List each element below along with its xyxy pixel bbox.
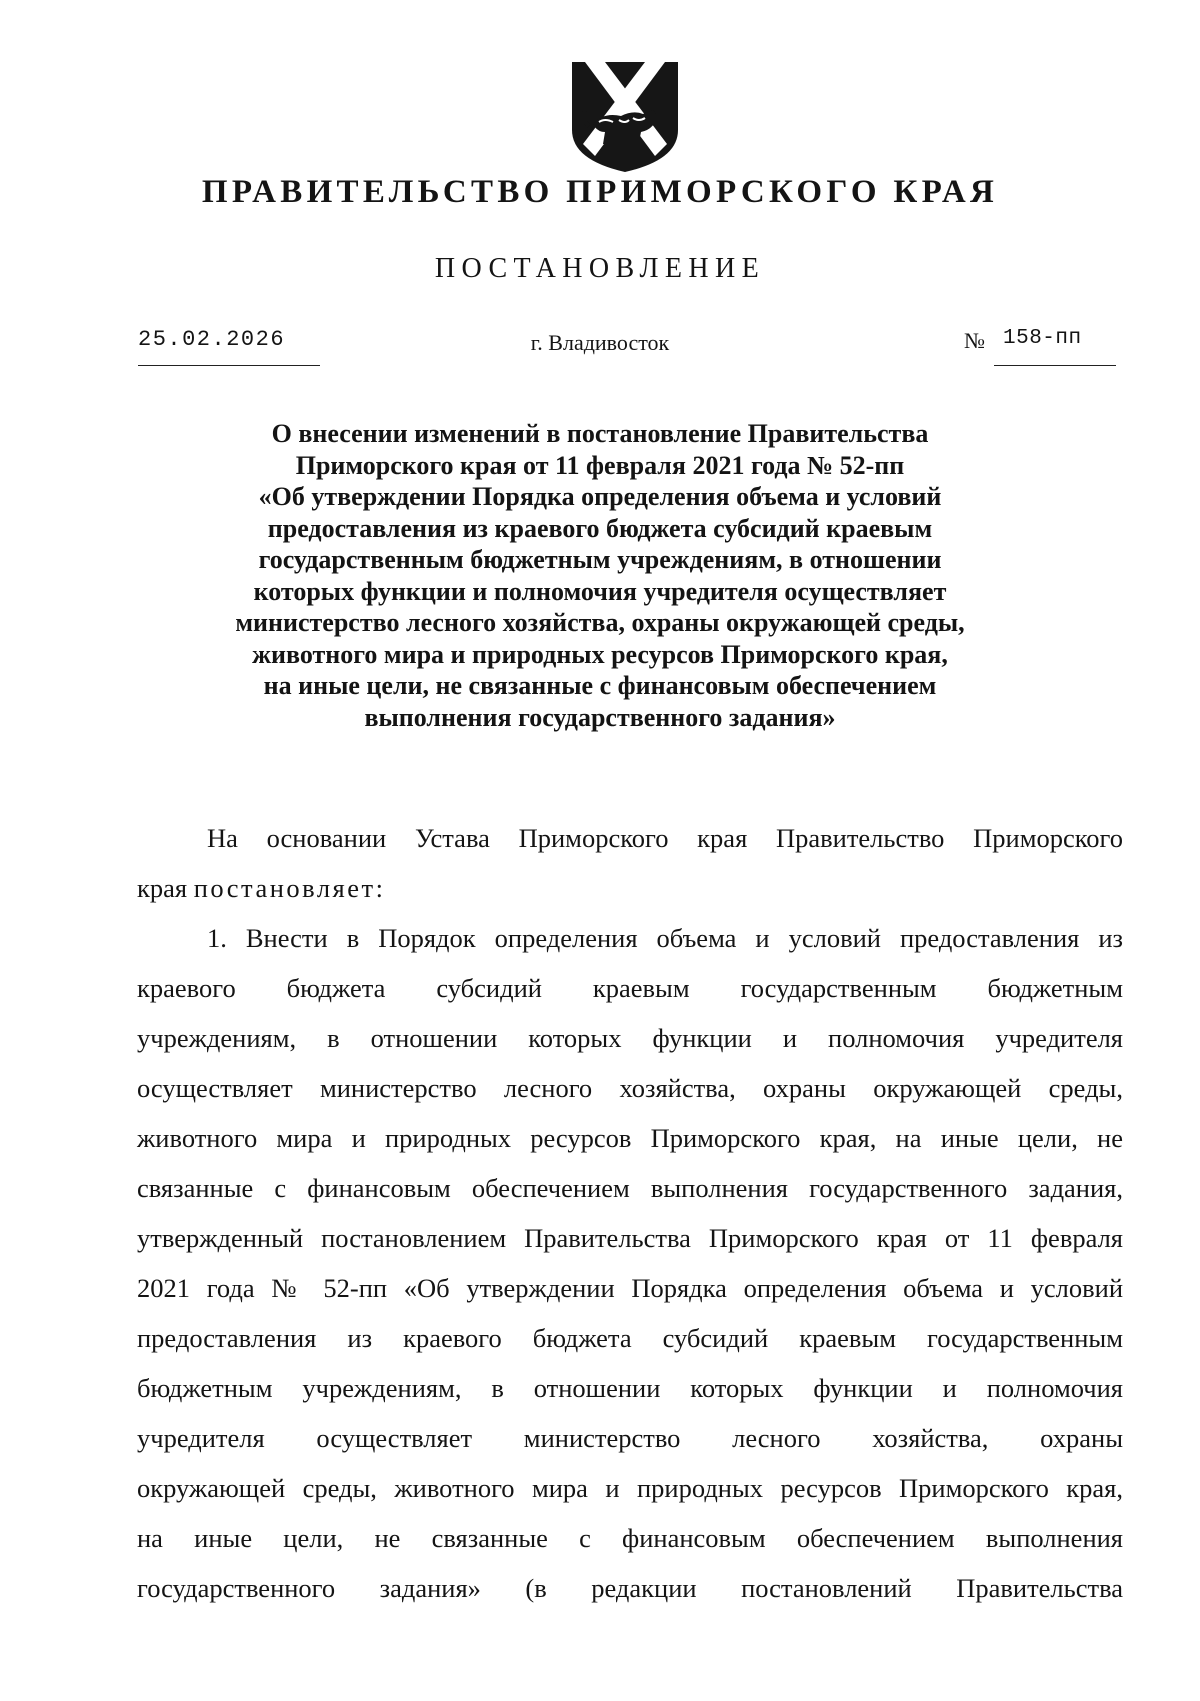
- title-line: на иные цели, не связанные с финансовым обеспечением: [263, 671, 937, 700]
- title-line: «Об утверждении Порядка определения объема и условий: [258, 482, 942, 511]
- number-sign: №: [964, 328, 985, 353]
- paragraph-line: 1. Внести в Порядок определения объема и условий предоставления из: [207, 923, 1123, 953]
- paragraph-line: краевого бюджета субсидий краевым государственным бюджетным: [137, 973, 1123, 1003]
- paragraph-line: учреждениям, в отношении которых функции и полномочия учредителя: [137, 1023, 1123, 1053]
- paragraph-line: бюджетным учреждениям, в отношении которых функции и полномочия: [137, 1373, 1123, 1403]
- document-title: [150, 418, 1050, 733]
- title-line: министерство лесного хозяйства, охраны окружающей среды,: [235, 608, 965, 637]
- document-type: ПОСТАНОВЛЕНИЕ: [434, 253, 766, 284]
- coat-of-arms-emblem: [569, 60, 681, 174]
- organization-name: ПРАВИТЕЛЬСТВО ПРИМОРСКОГО КРАЯ: [201, 174, 999, 210]
- resolves-word: постановляет:: [193, 873, 386, 903]
- title-line: выполнения государственного задания»: [364, 702, 836, 732]
- document-body: [137, 813, 1123, 1613]
- paragraph-line: на иные цели, не связанные с финансовым обеспечением выполнения: [137, 1523, 1123, 1553]
- title-line: государственным бюджетным учреждениям, в отношении: [258, 545, 942, 574]
- title-line: животного мира и природных ресурсов Приморского края,: [252, 639, 948, 669]
- document-city: г. Владивосток: [530, 330, 670, 355]
- paragraph-line: осуществляет министерство лесного хозяйства, охраны окружающей среды,: [137, 1073, 1123, 1103]
- paragraph-line: окружающей среды, животного мира и природных ресурсов Приморского края,: [137, 1473, 1123, 1503]
- paragraph-line: утвержденный постановлением Правительства Приморского края от 11 февраля: [137, 1223, 1123, 1253]
- document-number: 158-пп: [1003, 327, 1082, 350]
- title-line: Приморского края от 11 февраля 2021 года № 52-пп: [295, 450, 905, 480]
- preamble-line: На основании Устава Приморского края Правительство Приморского: [207, 823, 1123, 853]
- paragraph-line: государственного задания» (в редакции постановлений Правительства: [137, 1573, 1123, 1603]
- paragraph-line: 2021 года № 52-пп «Об утверждении Порядка определения объема и условий: [137, 1273, 1123, 1303]
- title-line: предоставления из краевого бюджета субсидий краевым: [267, 513, 933, 543]
- paragraph-line: связанные с финансовым обеспечением выполнения государственного задания,: [137, 1173, 1123, 1203]
- document-number-field: [994, 325, 1116, 366]
- preamble-line: [137, 863, 1123, 913]
- paragraph-line: животного мира и природных ресурсов Приморского края, на иные цели, не: [137, 1123, 1123, 1153]
- paragraph-line: учредителя осуществляет министерство лесного хозяйства, охраны: [137, 1423, 1123, 1453]
- title-line: О внесении изменений в постановление Правительства: [271, 419, 929, 448]
- preamble-word: края: [137, 873, 188, 903]
- document-date: 25.02.2026: [138, 327, 286, 352]
- paragraph-line: предоставления из краевого бюджета субсидий краевым государственным: [137, 1323, 1123, 1353]
- title-line: которых функции и полномочия учредителя осуществляет: [253, 576, 947, 606]
